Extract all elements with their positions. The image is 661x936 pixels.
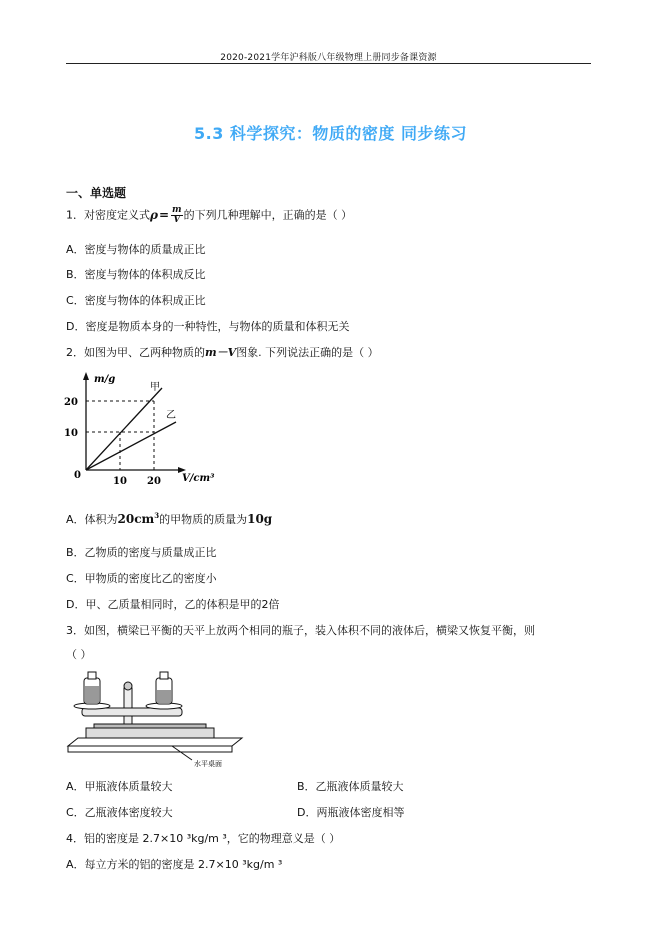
rho-symbol: ρ (150, 208, 158, 222)
fraction (171, 206, 183, 225)
line-jia (86, 388, 162, 470)
question-2 (66, 344, 379, 360)
table-label: 水平桌面 (194, 760, 222, 768)
section-heading: 一、单选题 (66, 186, 127, 200)
pillar-knob (124, 682, 132, 690)
line-yi (86, 422, 176, 470)
balance-base-top (94, 724, 206, 728)
density-formula (150, 206, 184, 225)
q2-suffix: 图象. 下列说法正确的是（ ） (236, 346, 379, 359)
y-axis-label: m/g (94, 374, 116, 385)
y-tick-10: 10 (64, 428, 78, 439)
header-rule (66, 63, 591, 64)
question-3-bracket: （ ） (66, 648, 92, 661)
q2-a-volume-value: 20cm (117, 512, 155, 526)
q1-option-c[interactable]: C．密度与物体的体积成正比 (66, 294, 206, 307)
q3-option-a[interactable]: A．甲瓶液体质量较大 (66, 780, 173, 793)
q1-option-b[interactable]: B．密度与物体的体积成反比 (66, 268, 206, 281)
q2-a-middle: 的甲物质的质量为 (159, 513, 248, 526)
bottle-left-cap (88, 672, 96, 679)
label-yi: 乙 (166, 410, 176, 421)
q2-a-prefix: A．体积为 (66, 513, 118, 526)
page-title: 5.3 科学探究：物质的密度 同步练习 (194, 124, 467, 143)
q3-option-b[interactable]: B．乙瓶液体质量较大 (297, 780, 404, 793)
q2-option-a[interactable] (66, 511, 272, 527)
y-tick-20: 20 (64, 397, 78, 408)
liquid-right (157, 690, 171, 703)
question-4: 4．铝的密度是 2.7×10 ³kg/m ³，它的物理意义是（ ） (66, 832, 341, 845)
balance-base (86, 728, 214, 738)
table-edge (68, 746, 232, 752)
q1-option-a[interactable]: A．密度与物体的质量成正比 (66, 243, 206, 256)
question-1 (66, 206, 352, 225)
x-tick-10: 10 (113, 476, 127, 487)
x-tick-20: 20 (147, 476, 161, 487)
page-header: 2020-2021学年沪科版八年级物理上册同步备课资源 (220, 53, 437, 63)
question-3: 3．如图，横梁已平衡的天平上放两个相同的瓶子，装入体积不同的液体后，横梁又恢复平衡，则 (66, 624, 535, 637)
bottle-right-cap (160, 672, 168, 679)
q2-a-volume (118, 512, 160, 526)
fraction-numerator: m (172, 205, 182, 215)
m-v-graph (60, 368, 230, 490)
label-jia: 甲 (150, 382, 160, 393)
q1-option-d[interactable]: D．密度是物质本身的一种特性，与物体的质量和体积无关 (66, 320, 350, 333)
table-top (68, 738, 242, 746)
q2-a-volume-exp: 3 (154, 511, 160, 520)
q2-a-mass: 10g (247, 512, 273, 526)
q1-suffix: 的下列几种理解中，正确的是（ ） (183, 208, 353, 222)
balance-pillar (124, 688, 132, 724)
liquid-left (85, 686, 99, 703)
q2-option-d[interactable]: D．甲、乙质量相同时，乙的体积是甲的2倍 (66, 598, 280, 611)
fraction-denominator: V (173, 215, 181, 225)
q3-option-d[interactable]: D．两瓶液体密度相等 (297, 806, 405, 819)
m-v-symbol: m－V (205, 346, 237, 359)
balance-figure (64, 668, 244, 770)
q2-option-c[interactable]: C．甲物质的密度比乙的密度小 (66, 572, 217, 585)
q1-prefix: 1．对密度定义式 (66, 208, 150, 222)
origin-label: 0 (74, 470, 81, 481)
y-axis-arrow (83, 372, 89, 380)
q4-option-a[interactable]: A．每立方米的铝的密度是 2.7×10 ³kg/m ³ (66, 858, 283, 871)
q2-prefix: 2．如图为甲、乙两种物质的 (66, 346, 205, 359)
q3-option-c[interactable]: C．乙瓶液体密度较大 (66, 806, 173, 819)
q2-option-b[interactable]: B．乙物质的密度与质量成正比 (66, 546, 217, 559)
x-axis-label: V/cm³ (182, 473, 215, 484)
equals-sign: = (158, 208, 170, 222)
